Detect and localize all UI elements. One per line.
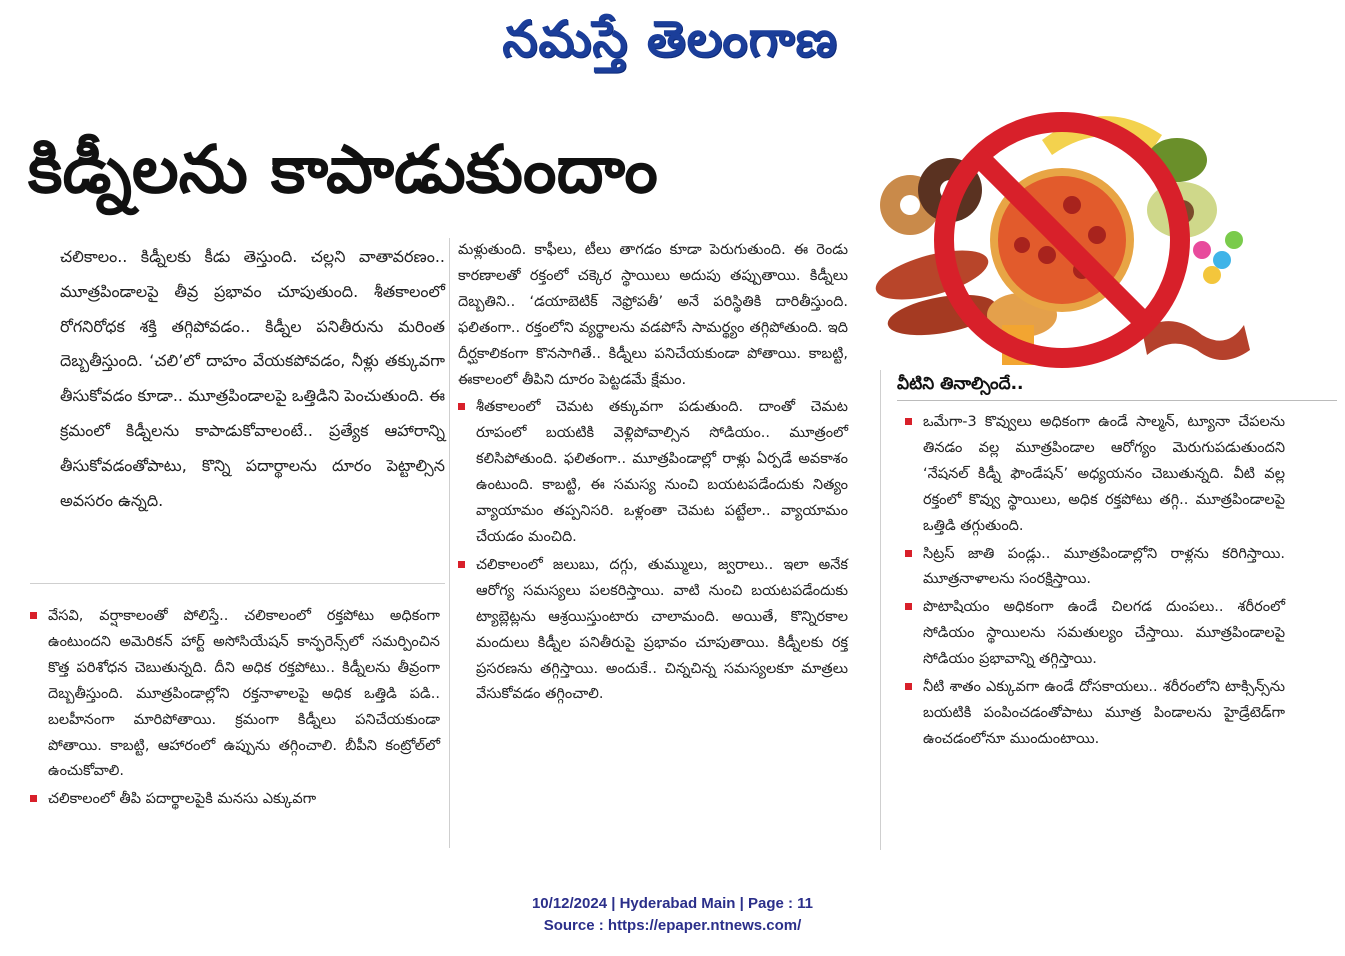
- column-divider: [30, 583, 445, 584]
- bullet-paragraph: చలికాలంలో తీపి పదార్థాలపైకి మనసు ఎక్కువగా: [30, 787, 440, 813]
- page-footer: [400, 893, 945, 937]
- right-column: [905, 410, 1285, 753]
- footer-source-link[interactable]: Source : https://epaper.ntnews.com/: [543, 917, 802, 934]
- prohibition-sign-icon: [944, 122, 1180, 358]
- bullet-paragraph: ఒమేగా-3 కొవ్వులు అధికంగా ఉండే సాల్మన్, ట్యూనా చేపలను తినడం వల్ల మూత్రపిండాల ఆరోగ్యం మెరుగుపడుతుందని ‘నేషనల్ కిడ్నీ ఫౌండేషన్’ అధ్యయనం చెబుతున్నది. వీటి వల్ల రక్తంలో కొవ్వు స్థాయిలు, అధిక రక్తపోటు తగ్గి.. మూత్రపిండాలపై ఒత్తిడి తగ్గుతుంది.: [905, 410, 1285, 540]
- bullet-paragraph: సిట్రస్ జాతి పండ్లు.. మూత్రపిండాల్లోని రాళ్లను కరిగిస్తాయి. మూత్రనాళాలను సంరక్షిస్తాయి.: [905, 542, 1285, 594]
- middle-column: [458, 238, 848, 708]
- bullet-paragraph: నీటి శాతం ఎక్కువగా ఉండే దోసకాయలు.. శరీరంలోని టాక్సిన్స్‌ను బయటికి పంపించడంతోపాటు మూత్ర పిండాలను హైడ్రేటెడ్‌గా ఉంచడంలోనూ ముందుంటాయి.: [905, 675, 1285, 753]
- continued-paragraph: మళ్లుతుంది. కాఫీలు, టీలు తాగడం కూడా పెరుగుతుంది. ఈ రెండు కారణాలతో రక్తంలో చక్కెర స్థాయిలు అదుపు తప్పుతాయి. కిడ్నీలు దెబ్బతిని.. ‘డయాబెటిక్ నెఫ్రోపతీ’ అనే పరిస్థితికి దారితీస్తుంది. ఫలితంగా.. రక్తంలోని వ్యర్థాలను వడపోసే సామర్థ్యం తగ్గిపోతుంది. ఇది దీర్ఘకాలికంగా కొనసాగితే.. కిడ్నీలు పనిచేయకుండా పోతాయి. కాబట్టి, ఈకాలంలో తీపిని దూరం పెట్టడమే క్షేమం.: [458, 242, 848, 388]
- bullet-paragraph: పొటాషియం అధికంగా ఉండే చిలగడ దుంపలు.. శరీరంలో సోడియం స్థాయిలను సమతుల్యం చేస్తాయి. మూత్రపిండాలపై సోడియం ప్రభావాన్ని తగ్గిస్తాయి.: [905, 595, 1285, 673]
- bacon-icon: [1142, 321, 1250, 360]
- masthead-logo: నమస్తే తెలంగాణ: [502, 10, 838, 68]
- article-headline: కిడ్నీలను కాపాడుకుందాం: [28, 131, 658, 208]
- sidebar-box-title: వీటిని తినాల్సిందే..: [897, 372, 1337, 401]
- bullet-paragraph: వేసవి, వర్షాకాలంతో పోలిస్తే.. చలికాలంలో రక్తపోటు అధికంగా ఉంటుందని అమెరికన్ హార్ట్ అసోసియేషన్ కాన్ఫరెన్స్‌లో సమర్పించిన కొత్త పరిశోధన చెబుతున్నది. దీని అధిక రక్తపోటు.. కిడ్నీలను తీవ్రంగా దెబ్బతీస్తుంది. మూత్రపిండాల్లోని రక్తనాళాలపై అధిక ఒత్తిడి పడి.. బలహీనంగా మారిపోతాయి. క్రమంగా కిడ్నీలు పనిచేయకుండా పోతాయి. కాబట్టి, ఆహారంలో ఉప్పును తగ్గించాలి. బీపీని కంట్రోల్‌లో ఉంచుకోవాలి.: [30, 604, 440, 785]
- column-divider: [449, 238, 450, 848]
- bullet-paragraph: చలికాలంలో జలుబు, దగ్గు, తుమ్ములు, జ్వరాలు.. ఇలా అనేక ఆరోగ్య సమస్యలు పలకరిస్తాయి. వాటి నుంచి బయటపడేందుకు ట్యాబ్లెట్లను ఆశ్రయిస్తుంటారు చాలామంది. అయితే, కొన్నిరకాల మందులు కిడ్నీల పనితీరుపై ప్రభావం చూపుతాయి. కిడ్నీలకు రక్త ప్రసరణను తగ్గిస్తాయి. అందుకే.. చిన్నచిన్న సమస్యలకూ మాత్రలు వేసుకోవడం తగ్గించాలి.: [458, 553, 848, 708]
- intro-paragraph: చలికాలం.. కిడ్నీలకు కీడు తెస్తుంది. చల్లని వాతావరణం.. మూత్రపిండాలపై తీవ్ర ప్రభావం చూపుతుంది. శీతకాలంలో రోగనిరోధక శక్తి తగ్గిపోవడం.. కిడ్నీల పనితీరును మరింత దెబ్బతీస్తుంది. ‘చలి’లో దాహం వేయకపోవడం, నీళ్లు తక్కువగా తీసుకోవడం కూడా.. మూత్రపిండాలపై ఒత్తిడిని పెంచుతుంది. ఈ క్రమంలో కిడ్నీలను కాపాడుకోవాలంటే.. ప్రత్యేక ఆహారాన్ని తీసుకోవడంతోపాటు, కొన్ని పదార్థాలను దూరం పెట్టాల్సిన అవసరం ఉన్నది.: [60, 247, 445, 510]
- column-divider: [880, 370, 881, 850]
- bullet-paragraph: శీతకాలంలో చెమట తక్కువగా పడుతుంది. దాంతో చెమట రూపంలో బయటికి వెళ్లిపోవాల్సిన సోడియం.. మూత్రంలో కలిసిపోతుంది. ఫలితంగా.. మూత్రపిండాల్లో రాళ్లు ఏర్పడే అవకాశం ఉంటుంది. కాబట్టి, ఈ సమస్య నుంచి బయటపడేందుకు నిత్యం వ్యాయామం తప్పనిసరి. ఒళ్లంతా చెమట పట్టేలా.. వ్యాయామం చేయడం మంచిది.: [458, 395, 848, 550]
- left-column: [30, 604, 440, 813]
- candy-icon: [1193, 231, 1243, 284]
- no-junk-food-icon: [872, 100, 1342, 370]
- footer-date-page: 10/12/2024 | Hyderabad Main | Page : 11: [531, 895, 814, 912]
